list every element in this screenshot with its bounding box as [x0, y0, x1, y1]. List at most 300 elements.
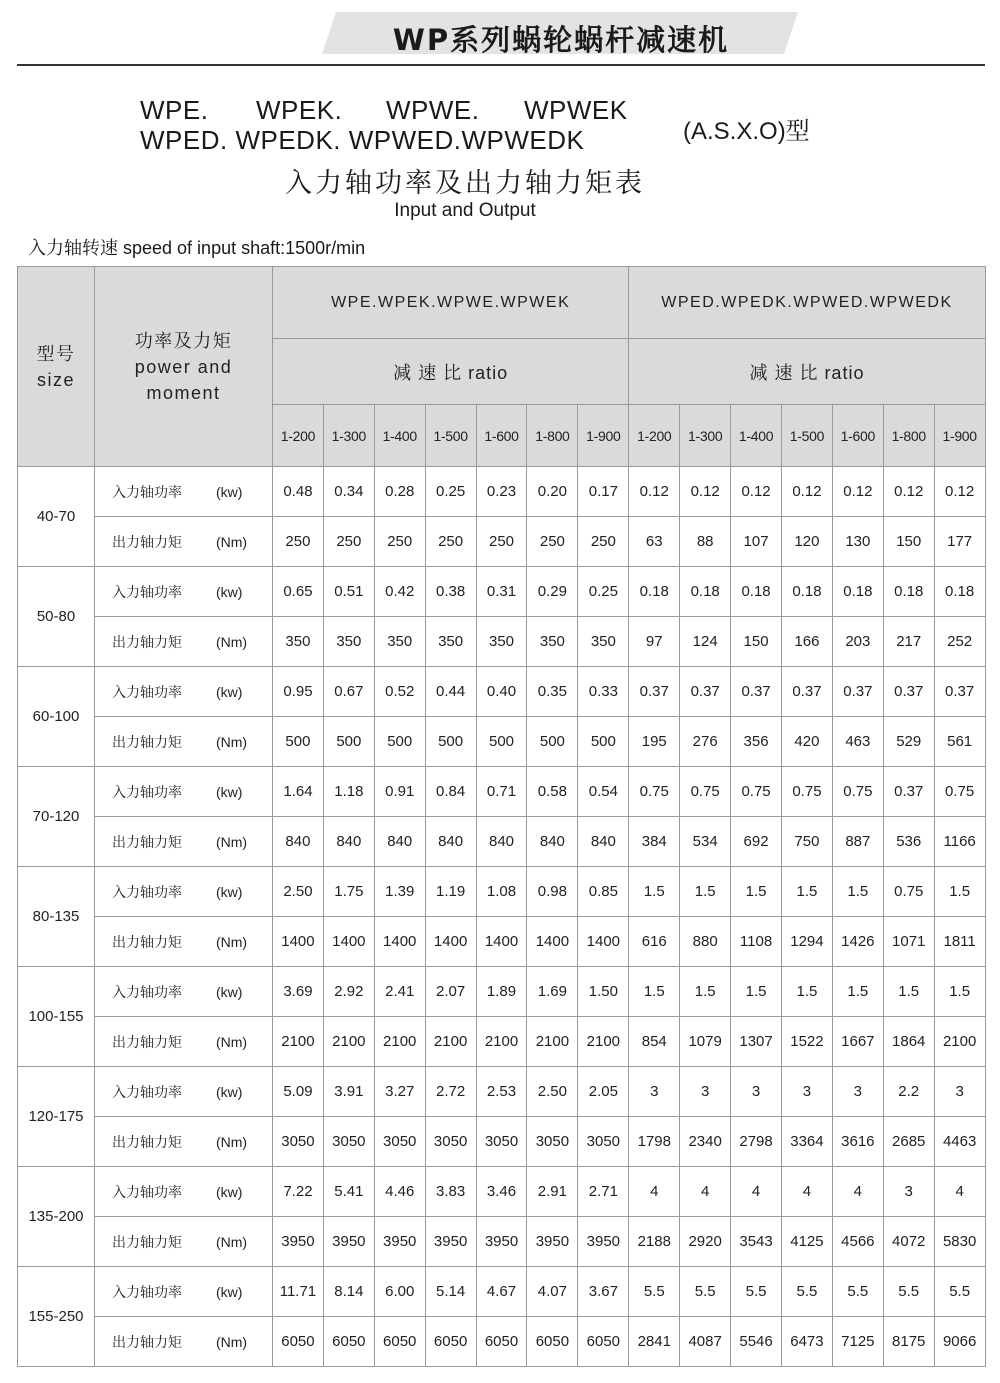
model-name: WPE.	[140, 95, 209, 125]
value-cell: 840	[323, 817, 374, 867]
value-cell: 2100	[273, 1017, 324, 1067]
value-cell: 2.05	[578, 1067, 629, 1117]
value-cell: 0.58	[527, 767, 578, 817]
ratio-header-2: 减 速 比 ratio	[629, 339, 985, 405]
value-cell: 1.5	[731, 967, 782, 1017]
value-cell: 1798	[629, 1117, 680, 1167]
value-cell: 3.91	[323, 1067, 374, 1117]
title-rule	[17, 64, 985, 66]
value-cell: 880	[680, 917, 731, 967]
value-cell: 1.5	[782, 967, 833, 1017]
size-cell: 70-120	[18, 767, 95, 867]
value-cell: 0.67	[323, 667, 374, 717]
value-cell: 3.46	[476, 1167, 527, 1217]
power-moment-header	[95, 267, 273, 467]
value-cell: 1.5	[680, 867, 731, 917]
power-label-cell	[95, 767, 273, 817]
value-cell: 0.54	[578, 767, 629, 817]
torque-unit: (Nm)	[216, 1233, 248, 1250]
torque-label: 出力轴力矩	[112, 733, 182, 750]
value-cell: 1.5	[832, 967, 883, 1017]
value-cell: 3050	[476, 1117, 527, 1167]
value-cell: 0.35	[527, 667, 578, 717]
value-cell: 4	[934, 1167, 985, 1217]
subtitle-chinese: 入力轴功率及出力轴力矩表	[285, 168, 645, 199]
value-cell: 3364	[782, 1117, 833, 1167]
value-cell: 840	[273, 817, 324, 867]
torque-label-cell	[95, 917, 273, 967]
value-cell: 1400	[425, 917, 476, 967]
value-cell: 0.29	[527, 567, 578, 617]
torque-unit: (Nm)	[216, 1333, 248, 1350]
value-cell: 1.5	[934, 867, 985, 917]
table-row	[18, 917, 986, 967]
torque-label-cell	[95, 817, 273, 867]
value-cell: 0.18	[680, 567, 731, 617]
value-cell: 1.5	[832, 867, 883, 917]
value-cell: 3.27	[374, 1067, 425, 1117]
size-header-cn: 型号	[36, 343, 76, 364]
table-row	[18, 1317, 986, 1367]
value-cell: 0.12	[629, 467, 680, 517]
value-cell: 166	[782, 617, 833, 667]
value-cell: 3616	[832, 1117, 883, 1167]
value-cell: 4125	[782, 1217, 833, 1267]
power-unit: (kw)	[216, 683, 243, 700]
value-cell: 0.71	[476, 767, 527, 817]
value-cell: 887	[832, 817, 883, 867]
value-cell: 5.5	[934, 1267, 985, 1317]
value-cell: 0.12	[832, 467, 883, 517]
value-cell: 1.5	[629, 867, 680, 917]
value-cell: 561	[934, 717, 985, 767]
power-label-cell	[95, 1067, 273, 1117]
value-cell: 2100	[578, 1017, 629, 1067]
table-row	[18, 1067, 986, 1117]
table-body	[18, 467, 986, 1367]
value-cell: 1400	[578, 917, 629, 967]
value-cell: 1.18	[323, 767, 374, 817]
value-cell: 534	[680, 817, 731, 867]
power-unit: (kw)	[216, 1083, 243, 1100]
value-cell: 8175	[883, 1317, 934, 1367]
table-row	[18, 517, 986, 567]
value-cell: 1.50	[578, 967, 629, 1017]
ratio-cell: 1-800	[527, 405, 578, 467]
value-cell: 6050	[578, 1317, 629, 1367]
value-cell: 1.08	[476, 867, 527, 917]
value-cell: 2100	[374, 1017, 425, 1067]
value-cell: 5.5	[731, 1267, 782, 1317]
value-cell: 0.85	[578, 867, 629, 917]
value-cell: 0.51	[323, 567, 374, 617]
value-cell: 0.95	[273, 667, 324, 717]
value-cell: 150	[731, 617, 782, 667]
value-cell: 3	[832, 1067, 883, 1117]
table-row	[18, 1167, 986, 1217]
value-cell: 356	[731, 717, 782, 767]
size-cell: 120-175	[18, 1067, 95, 1167]
value-cell: 750	[782, 817, 833, 867]
model-name: WPWEK	[524, 95, 628, 125]
value-cell: 350	[476, 617, 527, 667]
torque-label: 出力轴力矩	[112, 633, 182, 650]
value-cell: 1400	[527, 917, 578, 967]
value-cell: 854	[629, 1017, 680, 1067]
value-cell: 3.67	[578, 1267, 629, 1317]
value-cell: 3950	[476, 1217, 527, 1267]
table-row	[18, 1267, 986, 1317]
value-cell: 3	[883, 1167, 934, 1217]
value-cell: 0.12	[883, 467, 934, 517]
group-header-2: WPED.WPEDK.WPWED.WPWEDK	[629, 267, 985, 339]
pm-header-cn: 功率及力矩	[134, 330, 233, 351]
value-cell: 2100	[476, 1017, 527, 1067]
power-label: 入力轴功率	[112, 483, 182, 500]
value-cell: 250	[323, 517, 374, 567]
value-cell: 420	[782, 717, 833, 767]
value-cell: 63	[629, 517, 680, 567]
value-cell: 536	[883, 817, 934, 867]
value-cell: 0.12	[731, 467, 782, 517]
ratio-cell: 1-200	[273, 405, 324, 467]
value-cell: 0.98	[527, 867, 578, 917]
value-cell: 0.42	[374, 567, 425, 617]
value-cell: 11.71	[273, 1267, 324, 1317]
group-header-1: WPE.WPEK.WPWE.WPWEK	[273, 267, 629, 339]
value-cell: 195	[629, 717, 680, 767]
table-row	[18, 1217, 986, 1267]
value-cell: 500	[476, 717, 527, 767]
value-cell: 0.75	[680, 767, 731, 817]
value-cell: 1667	[832, 1017, 883, 1067]
value-cell: 1426	[832, 917, 883, 967]
value-cell: 9066	[934, 1317, 985, 1367]
value-cell: 2100	[323, 1017, 374, 1067]
ratio-cell: 1-900	[934, 405, 985, 467]
value-cell: 1864	[883, 1017, 934, 1067]
power-unit: (kw)	[216, 783, 243, 800]
value-cell: 6050	[323, 1317, 374, 1367]
value-cell: 3543	[731, 1217, 782, 1267]
value-cell: 1.5	[629, 967, 680, 1017]
value-cell: 1.5	[680, 967, 731, 1017]
value-cell: 4.07	[527, 1267, 578, 1317]
value-cell: 1166	[934, 817, 985, 867]
value-cell: 0.18	[934, 567, 985, 617]
ratio-cell: 1-400	[731, 405, 782, 467]
value-cell: 250	[527, 517, 578, 567]
value-cell: 97	[629, 617, 680, 667]
value-cell: 107	[731, 517, 782, 567]
power-label-cell	[95, 867, 273, 917]
value-cell: 3050	[578, 1117, 629, 1167]
value-cell: 1.39	[374, 867, 425, 917]
table-row	[18, 567, 986, 617]
table-row	[18, 967, 986, 1017]
power-label: 入力轴功率	[112, 883, 182, 900]
value-cell: 2841	[629, 1317, 680, 1367]
value-cell: 5.41	[323, 1167, 374, 1217]
value-cell: 4	[731, 1167, 782, 1217]
model-name-line2: WPED. WPEDK. WPWED.WPWEDK	[140, 125, 585, 155]
power-label: 入力轴功率	[112, 783, 182, 800]
value-cell: 0.37	[934, 667, 985, 717]
ratio-cell: 1-600	[832, 405, 883, 467]
size-header	[18, 267, 95, 467]
value-cell: 1.89	[476, 967, 527, 1017]
power-unit: (kw)	[216, 483, 243, 500]
value-cell: 0.37	[883, 767, 934, 817]
value-cell: 6.00	[374, 1267, 425, 1317]
value-cell: 2100	[527, 1017, 578, 1067]
power-unit: (kw)	[216, 1183, 243, 1200]
value-cell: 3.69	[273, 967, 324, 1017]
value-cell: 4.46	[374, 1167, 425, 1217]
torque-label-cell	[95, 1317, 273, 1367]
table-row	[18, 767, 986, 817]
value-cell: 2.41	[374, 967, 425, 1017]
value-cell: 1.69	[527, 967, 578, 1017]
value-cell: 203	[832, 617, 883, 667]
value-cell: 1.5	[782, 867, 833, 917]
value-cell: 2798	[731, 1117, 782, 1167]
value-cell: 5830	[934, 1217, 985, 1267]
value-cell: 0.37	[629, 667, 680, 717]
value-cell: 0.23	[476, 467, 527, 517]
value-cell: 500	[527, 717, 578, 767]
value-cell: 1.5	[731, 867, 782, 917]
table-row	[18, 717, 986, 767]
value-cell: 0.44	[425, 667, 476, 717]
value-cell: 0.37	[832, 667, 883, 717]
torque-unit: (Nm)	[216, 733, 248, 750]
table-row	[18, 617, 986, 667]
value-cell: 4	[629, 1167, 680, 1217]
value-cell: 120	[782, 517, 833, 567]
value-cell: 500	[273, 717, 324, 767]
torque-label-cell	[95, 717, 273, 767]
power-unit: (kw)	[216, 1283, 243, 1300]
value-cell: 3950	[578, 1217, 629, 1267]
table-row	[18, 817, 986, 867]
value-cell: 1811	[934, 917, 985, 967]
value-cell: 3	[680, 1067, 731, 1117]
model-name: WPEK.	[256, 95, 343, 125]
size-cell: 50-80	[18, 567, 95, 667]
power-label-cell	[95, 567, 273, 617]
value-cell: 2188	[629, 1217, 680, 1267]
ratio-cell: 1-900	[578, 405, 629, 467]
power-label: 入力轴功率	[112, 1283, 182, 1300]
size-cell: 135-200	[18, 1167, 95, 1267]
value-cell: 0.12	[782, 467, 833, 517]
pm-header-en1: power and	[134, 356, 233, 377]
power-label-cell	[95, 467, 273, 517]
value-cell: 2340	[680, 1117, 731, 1167]
value-cell: 4072	[883, 1217, 934, 1267]
power-label-cell	[95, 1267, 273, 1317]
torque-unit: (Nm)	[216, 1133, 248, 1150]
power-label: 入力轴功率	[112, 583, 182, 600]
value-cell: 0.75	[883, 867, 934, 917]
value-cell: 0.91	[374, 767, 425, 817]
table-row	[18, 1017, 986, 1067]
value-cell: 1.5	[883, 967, 934, 1017]
value-cell: 250	[273, 517, 324, 567]
value-cell: 500	[374, 717, 425, 767]
torque-label: 出力轴力矩	[112, 1333, 182, 1350]
power-label: 入力轴功率	[112, 1083, 182, 1100]
torque-label: 出力轴力矩	[112, 933, 182, 950]
value-cell: 0.84	[425, 767, 476, 817]
ratio-cell: 1-200	[629, 405, 680, 467]
value-cell: 384	[629, 817, 680, 867]
size-cell: 100-155	[18, 967, 95, 1067]
value-cell: 8.14	[323, 1267, 374, 1317]
model-suffix: (A.S.X.O)型	[683, 118, 810, 145]
value-cell: 3	[934, 1067, 985, 1117]
page-title: WP系列蜗轮蜗杆减速机	[392, 23, 730, 57]
value-cell: 2.2	[883, 1067, 934, 1117]
value-cell: 3050	[527, 1117, 578, 1167]
torque-label-cell	[95, 1117, 273, 1167]
value-cell: 3950	[425, 1217, 476, 1267]
value-cell: 1400	[273, 917, 324, 967]
value-cell: 3	[782, 1067, 833, 1117]
value-cell: 350	[323, 617, 374, 667]
table-row	[18, 667, 986, 717]
power-label-cell	[95, 967, 273, 1017]
value-cell: 350	[425, 617, 476, 667]
value-cell: 252	[934, 617, 985, 667]
value-cell: 2.07	[425, 967, 476, 1017]
power-label: 入力轴功率	[112, 1183, 182, 1200]
value-cell: 0.25	[425, 467, 476, 517]
value-cell: 0.75	[832, 767, 883, 817]
value-cell: 5.5	[680, 1267, 731, 1317]
value-cell: 0.37	[883, 667, 934, 717]
size-cell: 40-70	[18, 467, 95, 567]
value-cell: 0.28	[374, 467, 425, 517]
power-unit: (kw)	[216, 883, 243, 900]
value-cell: 529	[883, 717, 934, 767]
value-cell: 6050	[374, 1317, 425, 1367]
torque-label-cell	[95, 617, 273, 667]
value-cell: 3950	[527, 1217, 578, 1267]
value-cell: 1400	[323, 917, 374, 967]
value-cell: 0.20	[527, 467, 578, 517]
value-cell: 0.48	[273, 467, 324, 517]
value-cell: 150	[883, 517, 934, 567]
title-banner	[322, 8, 800, 56]
value-cell: 0.38	[425, 567, 476, 617]
value-cell: 7125	[832, 1317, 883, 1367]
value-cell: 250	[374, 517, 425, 567]
value-cell: 5.09	[273, 1067, 324, 1117]
torque-label: 出力轴力矩	[112, 533, 182, 550]
value-cell: 2.71	[578, 1167, 629, 1217]
value-cell: 217	[883, 617, 934, 667]
torque-label: 出力轴力矩	[112, 1033, 182, 1050]
table-row	[18, 467, 986, 517]
ratio-cell: 1-400	[374, 405, 425, 467]
value-cell: 500	[323, 717, 374, 767]
value-cell: 0.40	[476, 667, 527, 717]
value-cell: 5.5	[883, 1267, 934, 1317]
value-cell: 2.91	[527, 1167, 578, 1217]
value-cell: 0.52	[374, 667, 425, 717]
value-cell: 4566	[832, 1217, 883, 1267]
ratio-cell: 1-800	[883, 405, 934, 467]
value-cell: 1307	[731, 1017, 782, 1067]
value-cell: 2.50	[527, 1067, 578, 1117]
torque-unit: (Nm)	[216, 833, 248, 850]
value-cell: 4087	[680, 1317, 731, 1367]
value-cell: 7.22	[273, 1167, 324, 1217]
value-cell: 4.67	[476, 1267, 527, 1317]
value-cell: 6050	[425, 1317, 476, 1367]
value-cell: 2685	[883, 1117, 934, 1167]
size-cell: 60-100	[18, 667, 95, 767]
value-cell: 5.5	[782, 1267, 833, 1317]
value-cell: 0.65	[273, 567, 324, 617]
value-cell: 1.75	[323, 867, 374, 917]
torque-label-cell	[95, 1217, 273, 1267]
value-cell: 1.5	[934, 967, 985, 1017]
value-cell: 0.12	[680, 467, 731, 517]
value-cell: 2100	[934, 1017, 985, 1067]
value-cell: 0.37	[731, 667, 782, 717]
table-row	[18, 867, 986, 917]
value-cell: 1079	[680, 1017, 731, 1067]
value-cell: 2.92	[323, 967, 374, 1017]
ratio-cell: 1-600	[476, 405, 527, 467]
ratio-header-1: 减 速 比 ratio	[273, 339, 629, 405]
torque-unit: (Nm)	[216, 533, 248, 550]
power-torque-table	[17, 266, 986, 1367]
power-label-cell	[95, 1167, 273, 1217]
value-cell: 0.34	[323, 467, 374, 517]
value-cell: 3050	[273, 1117, 324, 1167]
value-cell: 3950	[374, 1217, 425, 1267]
value-cell: 0.75	[782, 767, 833, 817]
value-cell: 616	[629, 917, 680, 967]
ratio-cell: 1-500	[782, 405, 833, 467]
value-cell: 3050	[323, 1117, 374, 1167]
value-cell: 0.33	[578, 667, 629, 717]
value-cell: 840	[425, 817, 476, 867]
power-label-cell	[95, 667, 273, 717]
value-cell: 2100	[425, 1017, 476, 1067]
torque-label-cell	[95, 1017, 273, 1067]
value-cell: 3	[629, 1067, 680, 1117]
value-cell: 0.25	[578, 567, 629, 617]
value-cell: 840	[476, 817, 527, 867]
value-cell: 0.18	[731, 567, 782, 617]
value-cell: 1108	[731, 917, 782, 967]
value-cell: 840	[578, 817, 629, 867]
size-cell: 80-135	[18, 867, 95, 967]
value-cell: 0.75	[629, 767, 680, 817]
value-cell: 0.37	[782, 667, 833, 717]
model-name: WPWE.	[386, 95, 480, 125]
value-cell: 4	[680, 1167, 731, 1217]
value-cell: 463	[832, 717, 883, 767]
value-cell: 5.14	[425, 1267, 476, 1317]
value-cell: 0.75	[731, 767, 782, 817]
value-cell: 4	[782, 1167, 833, 1217]
